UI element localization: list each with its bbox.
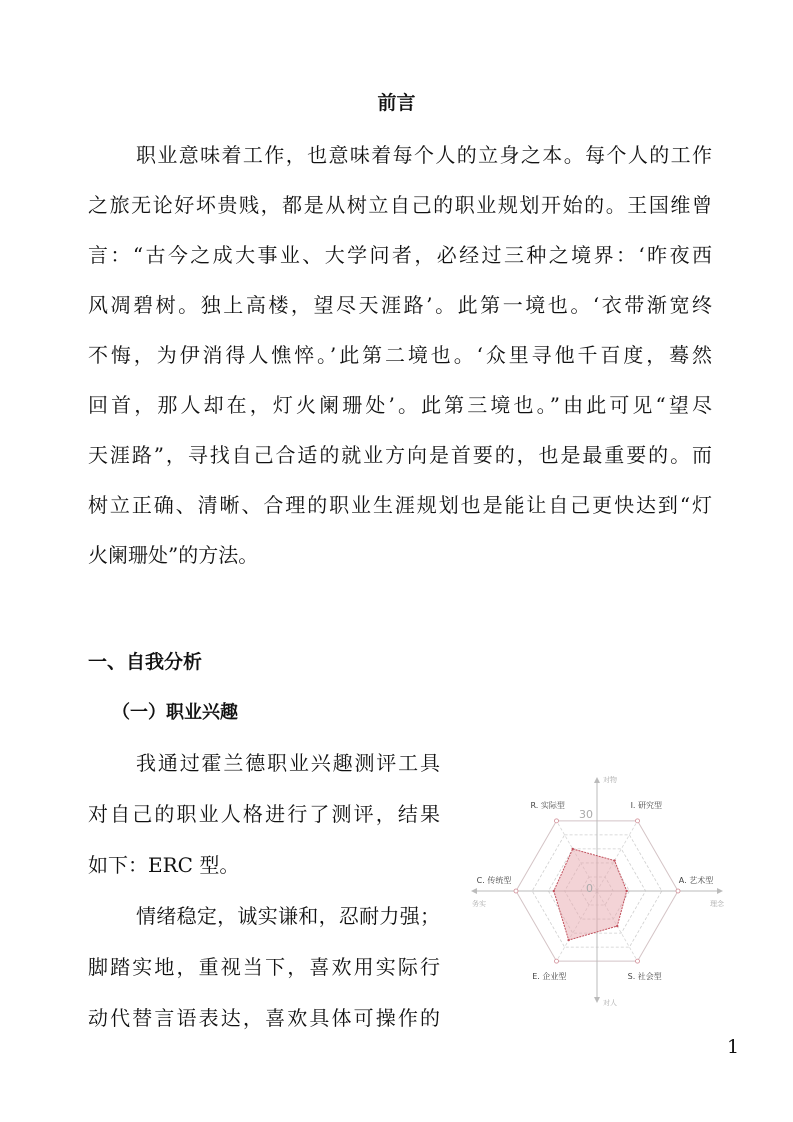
tick-label: 0 — [586, 882, 593, 895]
data-point-e — [567, 939, 569, 941]
arrow-down-icon — [594, 997, 600, 1003]
direction-label-left: 务实 — [472, 900, 486, 908]
text-line: 火阑珊处”的方法。 — [88, 543, 259, 567]
text-line: 脚踏实地，重视当下，喜欢用实际行 — [88, 955, 440, 979]
direction-label-bottom: 对人 — [603, 999, 617, 1007]
data-point-s — [616, 925, 618, 927]
page-number: 1 — [727, 1036, 740, 1058]
vertex-marker — [636, 959, 640, 963]
axis-label: R. 实际型 — [530, 800, 565, 810]
vertex-marker — [555, 819, 559, 823]
text-line: 如下：ERC 型。 — [88, 853, 240, 877]
text-line: 对自己的职业人格进行了测评，结果 — [88, 802, 440, 826]
data-point-i — [613, 859, 615, 861]
section-heading: 一、自我分析 — [88, 651, 203, 673]
direction-label-top: 对物 — [603, 776, 617, 784]
subsection-heading: （一）职业兴趣 — [112, 702, 238, 723]
text-line: 回首，那人却在，灯火阑珊处’。此第三境也。”由此可见“望尽 — [88, 393, 712, 417]
text-line: 动代替言语表达，喜欢具体可操作的 — [88, 1006, 440, 1030]
arrow-left-icon — [471, 888, 477, 894]
text-line: 风凋碧树。独上高楼，望尽天涯路’。此第一境也。‘衣带渐宽终 — [88, 293, 712, 317]
axis-label: A. 艺术型 — [678, 876, 714, 885]
arrow-up-icon — [594, 777, 600, 783]
page-title: 前言 — [377, 92, 416, 114]
axis-label: E. 企业型 — [532, 972, 567, 982]
text-line: 树立正确、清晰、合理的职业生涯规划也是能让自己更快达到“灯 — [88, 493, 712, 517]
axis-label: C. 传统型 — [476, 876, 512, 885]
holland-radar-chart — [460, 770, 740, 1010]
vertex-marker — [676, 889, 680, 893]
axis-label: S. 社会型 — [627, 972, 662, 982]
arrow-right-icon — [717, 888, 723, 894]
vertex-marker — [514, 889, 518, 893]
vertex-marker — [636, 819, 640, 823]
text-line: 我通过霍兰德职业兴趣测评工具 — [136, 751, 440, 775]
direction-label-right: 理念 — [710, 900, 724, 908]
text-line: 情绪稳定，诚实谦和，忍耐力强； — [136, 904, 440, 928]
text-line: 天涯路”，寻找自己合适的就业方向是首要的，也是最重要的。而 — [88, 443, 712, 467]
preface-paragraph — [88, 130, 712, 580]
data-point-a — [626, 890, 628, 892]
text-line: 职业意味着工作，也意味着每个人的立身之本。每个人的工作 — [136, 143, 712, 167]
data-point-r — [572, 848, 574, 850]
axis-label: I. 研究型 — [630, 800, 663, 810]
text-line: 言：“古今之成大事业、大学问者，必经过三种之境界：‘昨夜西 — [88, 243, 712, 267]
vertex-marker — [555, 959, 559, 963]
text-line: 不悔，为伊消得人憔悴。’此第二境也。‘众里寻他千百度，蓦然 — [88, 343, 712, 367]
body-paragraph — [88, 738, 440, 1044]
data-point-c — [553, 890, 555, 892]
text-line: 之旅无论好坏贵贱，都是从树立自己的职业规划开始的。王国维曾 — [88, 193, 712, 217]
tick-label: 30 — [579, 808, 593, 821]
